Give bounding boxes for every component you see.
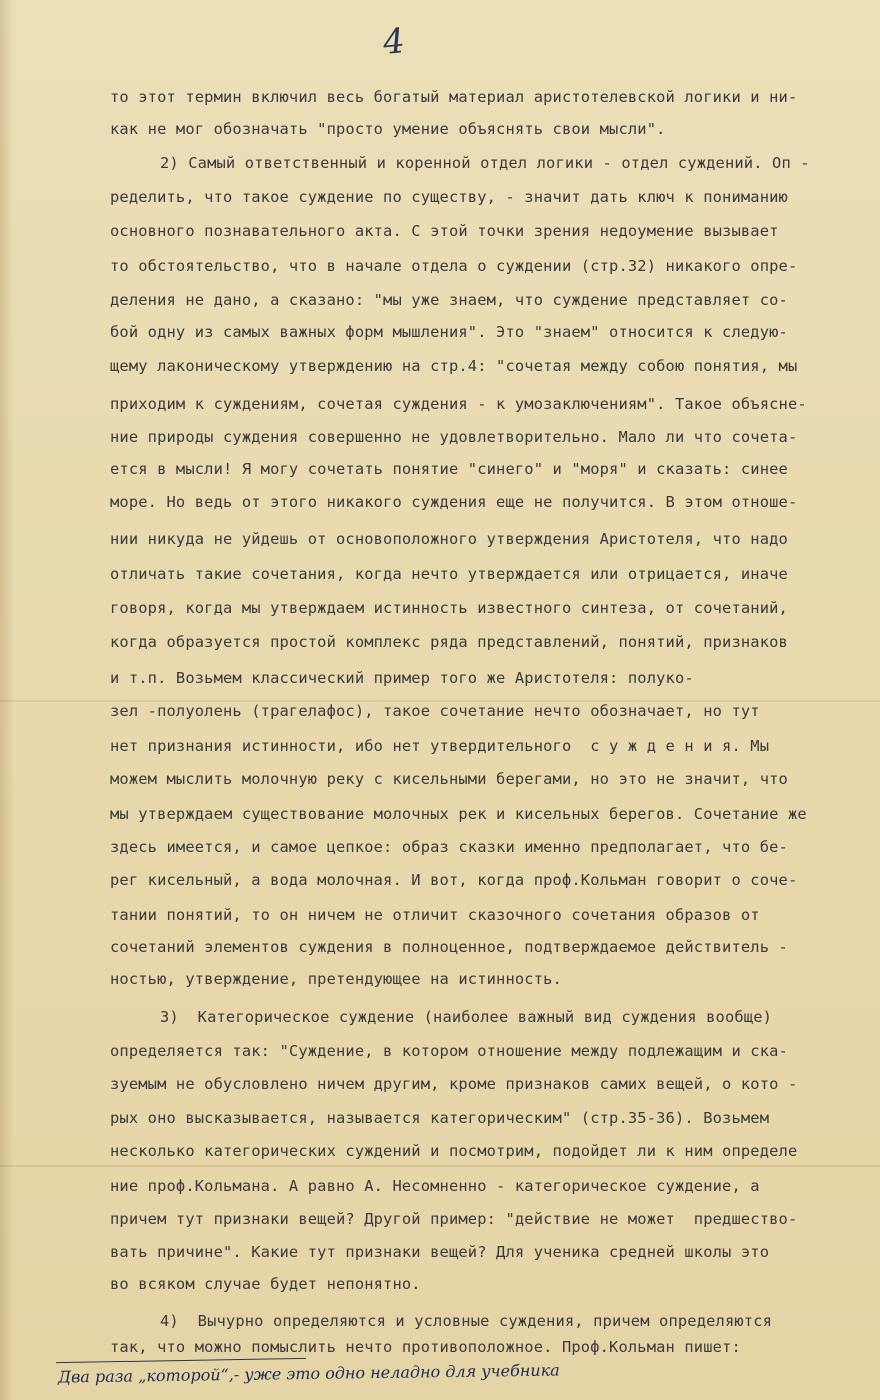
text-line: и т.п. Возьмем классический пример того же Аристотеля: полуко- bbox=[110, 669, 694, 687]
text-line: нет признания истинности, ибо нет утвердительного с у ж д е н и я. Мы bbox=[110, 737, 770, 755]
text-line: зуемым не обусловлено ничем другим, кроме признаков самих вещей, о кото - bbox=[110, 1075, 798, 1093]
text-line: нии никуда не уйдешь от основоположного утверждения Аристотеля, что надо bbox=[110, 530, 788, 548]
text-line: зел -полуолень (трагелафос), такое сочетание нечто обозначает, но тут bbox=[110, 702, 760, 720]
footnote-rule bbox=[56, 1358, 306, 1363]
handwritten-page-number: 4 bbox=[380, 20, 407, 64]
text-line: тании понятий, то он ничем не отличит сказочного сочетания образов от bbox=[110, 906, 760, 924]
handwritten-footnote: Два раза „которой“,- уже это одно неладно для учебника bbox=[57, 1360, 560, 1387]
text-line: ностью, утверждение, претендующее на истинность. bbox=[110, 970, 562, 988]
text-line: так, что можно помыслить нечто противоположное. Проф.Кольман пишет: bbox=[110, 1338, 741, 1356]
text-line: то этот термин включил весь богатый материал аристотелевской логики и ни- bbox=[110, 88, 798, 106]
text-line: деления не дано, а сказано: "мы уже знаем, что суждение представляет со- bbox=[110, 291, 788, 309]
text-line: рых оно высказывается, называется категорическим" (стр.35-36). Возьмем bbox=[110, 1109, 770, 1127]
text-line: здесь имеется, и самое цепкое: образ сказки именно предполагает, что бе- bbox=[110, 838, 788, 856]
text-line: как не мог обозначать "просто умение объяснять свои мысли". bbox=[110, 120, 666, 138]
text-line: ределить, что такое суждение по существу, - значит дать ключ к пониманию bbox=[110, 188, 788, 206]
text-line: можем мыслить молочную реку с кисельными берегами, но это не значит, что bbox=[110, 770, 788, 788]
text-line: ние природы суждения совершенно не удовлетворительно. Мало ли что сочета- bbox=[110, 428, 798, 446]
text-line: несколько категорических суждений и посмотрим, подойдет ли к ним определе bbox=[110, 1142, 798, 1160]
text-line: 2) Самый ответственный и коренной отдел логики - отдел суждений. Оп - bbox=[160, 154, 810, 172]
paper-fold bbox=[0, 1165, 880, 1167]
text-line: говоря, когда мы утверждаем истинность известного синтеза, от сочетаний, bbox=[110, 599, 788, 617]
text-line: ние проф.Кольмана. А равно А. Несомненно - категорическое суждение, а bbox=[110, 1177, 760, 1195]
text-line: 4) Вычурно определяются и условные суждения, причем определяются bbox=[160, 1312, 773, 1330]
text-line: сочетаний элементов суждения в полноценное, подтверждаемое действитель - bbox=[110, 938, 788, 956]
text-line: причем тут признаки вещей? Другой пример: "действие не может предшество- bbox=[110, 1210, 798, 1228]
text-line: во всяком случае будет непонятно. bbox=[110, 1275, 421, 1293]
text-line: когда образуется простой комплекс ряда представлений, понятий, признаков bbox=[110, 633, 788, 651]
text-line: море. Но ведь от этого никакого суждения еще не получится. В этом отноше- bbox=[110, 493, 798, 511]
text-line: бой одну из самых важных форм мышления". Это "знаем" относится к следую- bbox=[110, 323, 788, 341]
text-line: рег кисельный, а вода молочная. И вот, когда проф.Кольман говорит о соче- bbox=[110, 871, 798, 889]
text-line: приходим к суждениям, сочетая суждения - к умозаключениям". Такое объясне- bbox=[110, 395, 807, 413]
text-line: вать причине". Какие тут признаки вещей? Для ученика средней школы это bbox=[110, 1243, 770, 1261]
text-line: 3) Категорическое суждение (наиболее важный вид суждения вообще) bbox=[160, 1008, 773, 1026]
text-line: основного познавательного акта. С этой точки зрения недоумение вызывает bbox=[110, 222, 779, 240]
text-line: то обстоятельство, что в начале отдела о суждении (стр.32) никакого опре- bbox=[110, 257, 798, 275]
text-line: щему лаконическому утверждению на стр.4: "сочетая между собою понятия, мы bbox=[110, 357, 798, 375]
text-line: ется в мысли! Я могу сочетать понятие "синего" и "моря" и сказать: синее bbox=[110, 460, 788, 478]
text-line: отличать такие сочетания, когда нечто утверждается или отрицается, иначе bbox=[110, 565, 788, 583]
text-line: мы утверждаем существование молочных рек и кисельных берегов. Сочетание же bbox=[110, 805, 807, 823]
text-line: определяется так: "Суждение, в котором отношение между подлежащим и ска- bbox=[110, 1042, 788, 1060]
